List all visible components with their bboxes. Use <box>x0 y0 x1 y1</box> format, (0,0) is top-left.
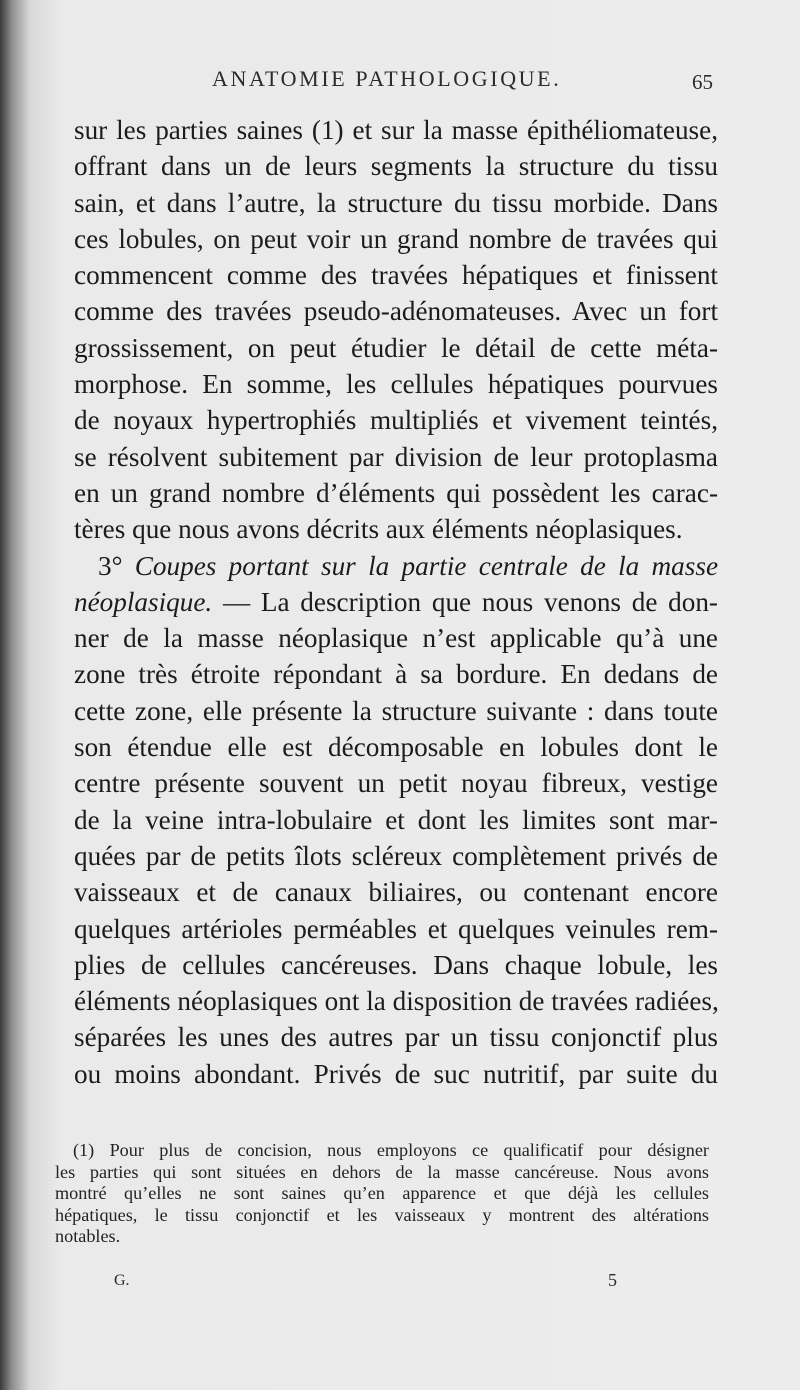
body-text <box>74 112 718 1092</box>
running-title: ANATOMIE PATHOLOGIQUE. <box>212 66 562 91</box>
text-line: de noyaux hypertrophiés multipliés et vivement teintés, <box>74 405 718 436</box>
text-line: sur les parties saines (1) et sur la masse épithéliomateuse, <box>74 115 718 145</box>
section-heading-line <box>74 548 718 584</box>
text-line: de la veine intra-lobulaire et dont les limites sont mar- <box>74 804 718 835</box>
footnote-line: (1) Pour plus de concision, nous employons ce qualificatif pour désigner <box>73 1140 709 1160</box>
text-line: offrant dans un de leurs segments la structure du tissu <box>74 151 718 182</box>
text-line: ces lobules, on peut voir un grand nombre de travées qui <box>74 223 718 254</box>
footnote-line: montré qu’elles ne sont saines qu’en apparence et que déjà les cellules <box>55 1183 709 1204</box>
gathering-number: 5 <box>608 1270 617 1290</box>
signature-mark: G. <box>114 1272 130 1289</box>
text-line: sain, et dans l’autre, la structure du tissu morbide. Dans <box>74 187 718 218</box>
footnote-line: hépatiques, le tissu conjonctif et les vaisseaux y montrent des altérations <box>55 1204 709 1225</box>
text-line: cette zone, elle présente la structure suivante : dans toute <box>74 695 718 726</box>
footnote <box>55 1140 709 1248</box>
text-line: quées par de petits îlots scléreux complètement privés de <box>74 840 718 871</box>
text-line: ou moins abondant. Privés de suc nutritif, par suite du <box>74 1058 718 1089</box>
footnote-line: les parties qui sont situées en dehors de la masse cancéreuse. Nous avons <box>55 1161 709 1182</box>
text-line: centre présente souvent un petit noyau fibreux, vestige <box>74 768 718 799</box>
text-line: séparées les unes des autres par un tissu conjonctif plus <box>74 1022 718 1053</box>
text-line: morphose. En somme, les cellules hépatiques pourvues <box>74 369 718 400</box>
text-line: plies de cellules cancéreuses. Dans chaque lobule, les <box>74 949 718 980</box>
text-line: tères que nous avons décrits aux éléments néoplasiques. <box>74 514 683 545</box>
section-heading-line <box>74 584 718 620</box>
text-line: zone très étroite répondant à sa bordure. En dedans de <box>74 659 718 690</box>
section-title: Coupes portant sur la partie centrale de la masse <box>134 550 719 581</box>
text-line: commencent comme des travées hépatiques et finissent <box>74 260 718 291</box>
section-title-continued: néoplasique. <box>74 586 213 617</box>
text-line: son étendue elle est décomposable en lobules dont le <box>74 732 718 763</box>
section-lead-text: — La description que nous venons de don- <box>212 586 718 617</box>
text-line: ner de la masse néoplasique n’est applicable qu’à une <box>74 623 718 654</box>
text-line: comme des travées pseudo-adénomateuses. Avec un fort <box>74 296 718 327</box>
text-line: se résolvent subitement par division de leur protoplasma <box>74 441 718 472</box>
text-line: éléments néoplasiques ont la disposition de travées radiées, <box>74 986 719 1017</box>
footnote-line: notables. <box>55 1226 121 1247</box>
text-line: grossissement, on peut étudier le détail de cette méta- <box>74 332 718 363</box>
text-line: vaisseaux et de canaux biliaires, ou contenant encore <box>74 877 718 908</box>
section-number: 3° <box>98 550 123 581</box>
text-line: en un grand nombre d’éléments qui possèdent les carac- <box>74 477 718 508</box>
running-head <box>0 66 800 96</box>
page-number: 65 <box>692 70 713 94</box>
text-line: quelques artérioles perméables et quelques veinules rem- <box>74 913 718 944</box>
